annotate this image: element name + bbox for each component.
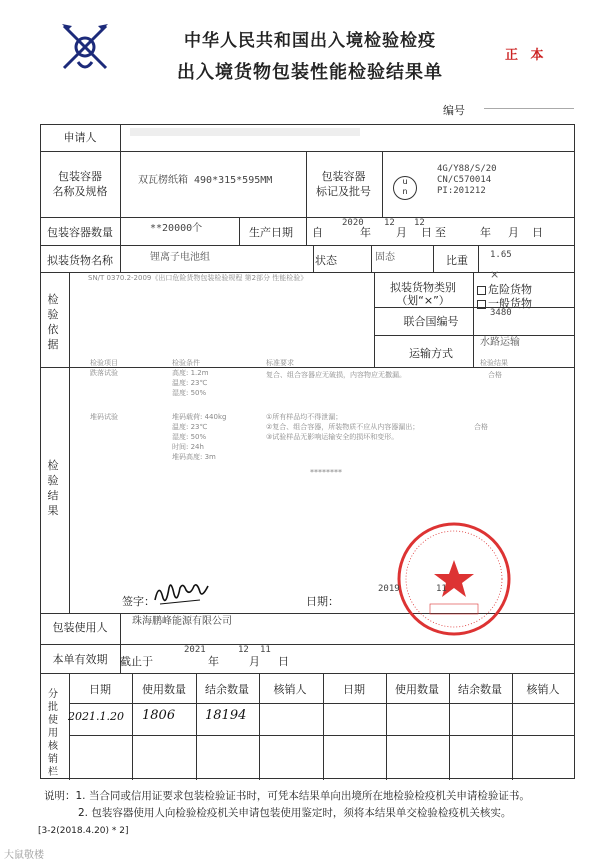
day-label-2: 日 (532, 226, 543, 239)
un-symbol-icon: u n (393, 176, 417, 200)
valid-month-label: 月 (249, 655, 260, 668)
container-label: 包装容器 名称及规格 (52, 170, 108, 198)
valid-year-label: 年 (208, 655, 219, 668)
validity-label: 本单有效期 (52, 653, 108, 666)
from-label: 自 (312, 226, 323, 239)
usage-row-balance: 18194 (205, 708, 247, 723)
un-no-value: 3480 (490, 308, 512, 318)
usage-head-bal-2: 结余数量 (458, 683, 502, 696)
general-label: 一般货物 (488, 297, 532, 310)
stack-cond-5: 堆码高度: 3m (172, 453, 216, 461)
goods-label: 拟装货物名称 (47, 254, 113, 267)
drop-cond-3: 湿度: 50% (172, 389, 207, 397)
state-label: 状态 (315, 254, 337, 267)
valid-month: 12 (238, 645, 249, 655)
official-seal-icon (395, 520, 513, 638)
user-label: 包装使用人 (52, 621, 108, 634)
goods-value: 锂离子电池组 (150, 252, 210, 263)
stack-req-1: ①所有样品均不得泄漏； (266, 413, 343, 421)
year-label-1: 年 (360, 226, 371, 239)
day-label-1: 日 (421, 226, 432, 239)
results-head-result: 检验结果 (480, 359, 508, 367)
drop-result: 合格 (488, 371, 502, 379)
note-1: 说明：1. 当合同或信用证要求包装检验证书时，可凭本结果单向出境所在地检验检疫机关申请检验证书。 (44, 790, 530, 802)
drop-requirement: 复合、组合容器应无破损，内容物应无撒漏。 (266, 371, 406, 379)
number-label: 编号 (443, 104, 465, 117)
stack-result: 合格 (474, 423, 488, 431)
to-label: 至 (435, 226, 446, 239)
usage-head-date-1: 日期 (89, 683, 111, 696)
user-value: 珠海鹏峰能源有限公司 (132, 616, 232, 627)
drop-cond-2: 温度: 23℃ (172, 379, 208, 387)
month-label-2: 月 (508, 226, 519, 239)
prod-from-day: 12 (414, 218, 425, 228)
dangerous-checkbox (477, 286, 486, 295)
applicant-label: 申请人 (63, 131, 97, 144)
dangerous-label: 危险货物 (488, 283, 532, 296)
results-head-requirement: 标准要求 (266, 359, 294, 367)
applicant-value-redacted (130, 128, 360, 136)
usage-head-op-1: 核销人 (273, 683, 307, 696)
result-label: 检 验 结 果 (47, 459, 59, 517)
stack-cond-2: 温度: 23℃ (172, 423, 208, 431)
usage-head-bal-1: 结余数量 (205, 683, 249, 696)
stack-req-3: ③试验样品无影响运输安全的损坏和变形。 (266, 433, 399, 441)
customs-emblem-icon (52, 18, 118, 76)
basis-label: 检 验 依 据 (47, 293, 59, 351)
stack-cond-1: 堆码载荷: 440kg (172, 413, 227, 421)
page-subtitle: 出入境货物包装性能检验结果单 (177, 62, 443, 83)
container-value: 双瓦楞纸箱 490*315*595MM (138, 175, 273, 186)
usage-head-date-2: 日期 (343, 683, 365, 696)
stars-divider: ******** (310, 468, 342, 477)
usage-head-qty-2: 使用数量 (395, 683, 439, 696)
mark-line-2: CN/C570014 (437, 175, 492, 185)
number-value-redacted (484, 98, 574, 109)
usage-row-date: 2021.1.20 (68, 710, 124, 723)
original-mark: 正 本 (505, 48, 548, 63)
basis-value: SN/T 0370.2-2009《出口危险货物包装检验规程 第2部分 性能检验》 (88, 274, 308, 282)
results-head-item: 检验项目 (90, 359, 118, 367)
form-code: [3-2(2018.4.20) * 2] (38, 826, 129, 836)
sign-date-year: 2019 (378, 584, 400, 594)
stack-cond-3: 湿度: 50% (172, 433, 207, 441)
page-title: 中华人民共和国出入境检验检疫 (184, 31, 436, 51)
transport-label: 运输方式 (409, 347, 453, 360)
ratio-value: 1.65 (490, 250, 512, 260)
month-label-1: 月 (396, 226, 407, 239)
stack-test-item: 堆码试验 (90, 413, 118, 421)
usage-row-qty: 1806 (142, 708, 176, 723)
sign-date-month: 11 (436, 584, 447, 594)
notes-section (44, 788, 584, 822)
prod-from-year: 2020 (342, 218, 364, 228)
valid-day: 11 (260, 645, 271, 655)
prod-from-month: 12 (384, 218, 395, 228)
watermark: 大鼠敬楼 (4, 850, 44, 861)
signature-icon (152, 578, 212, 608)
dangerous-check-mark: × (490, 268, 500, 281)
year-label-2: 年 (480, 226, 491, 239)
mark-line-3: PI:201212 (437, 186, 486, 196)
valid-year: 2021 (184, 645, 206, 655)
date-label: 日期： (306, 595, 339, 608)
usage-head-op-2: 核销人 (526, 683, 560, 696)
note-2: 2. 包装容器使用人向检验检疫机关申请包装使用鉴定时，须将本结果单交检验检疫机关核实。 (78, 807, 512, 819)
category-label: 拟装货物类别 （划“×”） (390, 281, 456, 307)
state-value: 固态 (375, 252, 395, 263)
stack-req-2: ②复合、组合容器，所装物质不应从内容器漏出； (266, 423, 420, 431)
ratio-label: 比重 (446, 254, 468, 267)
mark-line-1: 4G/Y88/S/20 (437, 164, 497, 174)
stack-cond-4: 时间: 24h (172, 443, 204, 451)
valid-day-label: 日 (278, 655, 289, 668)
usage-head-qty-1: 使用数量 (142, 683, 186, 696)
dangerous-option (477, 282, 532, 297)
until-label: 截止于 (120, 655, 153, 668)
qty-value: **20000个 (150, 223, 203, 234)
inspection-form-table (40, 124, 575, 779)
un-no-label: 联合国编号 (403, 315, 459, 328)
mark-label: 包装容器 标记及批号 (316, 170, 371, 198)
drop-test-item: 跌落试验 (90, 369, 118, 377)
results-head-condition: 检验条件 (172, 359, 200, 367)
qty-label: 包装容器数量 (47, 226, 113, 239)
sign-label: 签字： (122, 595, 155, 608)
general-checkbox (477, 300, 486, 309)
drop-cond-1: 高度: 1.2m (172, 369, 209, 377)
usage-label: 分 批 使 用 核 销 栏 (48, 689, 58, 778)
prod-date-label: 生产日期 (249, 226, 293, 239)
transport-value: 水路运输 (480, 337, 520, 348)
